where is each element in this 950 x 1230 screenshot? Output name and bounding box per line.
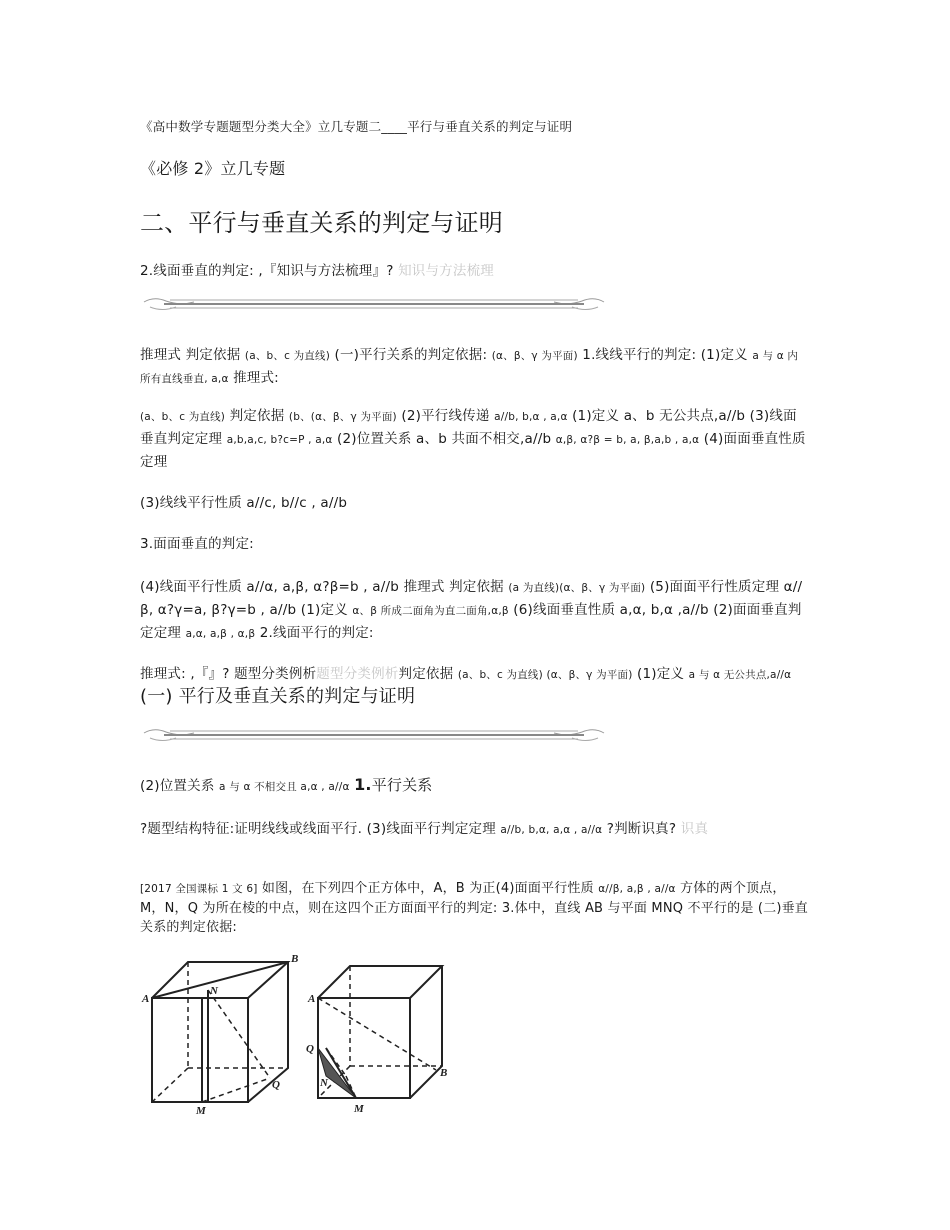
paragraph-2	[140, 405, 808, 473]
paragraph-7	[140, 774, 808, 798]
ornament-divider	[140, 294, 608, 314]
page-title: 二、平行与垂直关系的判定与证明	[140, 209, 503, 237]
fig2-label-b: B	[440, 1067, 448, 1079]
cube-figure-1	[152, 962, 288, 1102]
text: 推理式:	[233, 370, 279, 386]
text: (1)定义	[637, 666, 685, 682]
fig2-label-a: A	[308, 993, 316, 1005]
cube-figure-2	[318, 966, 442, 1098]
fig1-label-m: M	[196, 1105, 206, 1117]
text-small: (a、b、c 为直线) (α、β、γ 为平面)	[457, 669, 633, 681]
section-heading	[140, 260, 808, 282]
text: ?判断识真?	[606, 821, 677, 837]
text: (2)位置关系	[140, 778, 215, 794]
text: 推理式 判定依据	[140, 347, 241, 363]
text-small: (a、b、c 为直线)	[244, 350, 331, 362]
text-small: (α、β、γ 为平面)	[491, 350, 578, 362]
text: 如图，在下列四个正方体中，A，B 为正(4)面面平行性质	[261, 881, 594, 896]
fig1-label-b: B	[291, 953, 299, 965]
text-gray: 题型分类例析	[316, 666, 399, 682]
text-small: α、β 所成二面角为直二面角,α,β	[352, 605, 509, 617]
text: (6)线面垂直性质 a,α, b,α ,a//b (2)面面垂直判定定理	[140, 602, 802, 641]
text: (4)面面垂直性质定理	[140, 431, 806, 470]
paragraph-4: 3.面面垂直的判定:	[140, 536, 254, 552]
paragraph-6	[140, 663, 808, 709]
section-heading-text: 2.线面垂直的判定: ,『知识与方法梳理』?	[140, 263, 394, 279]
text-small: a 与 α 内所有直线垂直, a,α	[140, 350, 799, 385]
text-bold: 1.	[354, 775, 372, 794]
cube-figures	[140, 950, 480, 1120]
text: 2.线面平行的判定:	[259, 625, 374, 641]
text: (1)定义	[700, 347, 748, 363]
text-small: a,b,a,c, b?c=P , a,α	[226, 434, 333, 446]
text: ?题型结构特征:证明线线或线面平行. (3)线面平行判定定理	[140, 821, 496, 837]
fig2-label-m: M	[354, 1103, 364, 1115]
text-small: a 与 α 无公共点,a//α	[688, 669, 792, 681]
fig2-label-n: N	[320, 1077, 328, 1089]
text-small: (a 为直线)(α、β、γ 为平面)	[508, 582, 646, 594]
fig1-label-q: Q	[272, 1079, 280, 1091]
running-header: 《高中数学专题题型分类大全》立几专题二____平行与垂直关系的判定与证明	[140, 119, 573, 134]
fig2-label-q: Q	[306, 1043, 314, 1055]
text-large: (一) 平行及垂直关系的判定与证明	[140, 686, 416, 707]
text-small: a//b, b,α, a,α , a//α	[500, 824, 603, 836]
text-small: α//β, a,β , a//α	[598, 883, 676, 895]
text: (5)面面平行性质定理 α//β, α?γ=a, β?γ=b , a//b (1)定义	[140, 579, 803, 618]
text: (一)平行关系的判定依据:	[334, 347, 488, 363]
paragraph-9	[140, 879, 808, 937]
paragraph-5	[140, 576, 808, 645]
text-small: (a、b、c 为直线)	[140, 411, 226, 423]
text: 判定依据	[398, 666, 454, 682]
text-small: a//b, b,α , a,α	[494, 411, 568, 423]
text-small: a,α, a,β , α,β	[185, 628, 256, 640]
text-small: α,β, α?β = b, a, β,a,b , a,α	[555, 434, 700, 446]
paragraph-1	[140, 344, 808, 390]
fig1-label-a: A	[142, 993, 150, 1005]
text: (2)位置关系 a、b 共面不相交,a//b	[337, 431, 552, 447]
text-small: (b、(α、β、γ 为平面)	[288, 411, 397, 423]
fig1-label-n: N	[210, 985, 218, 997]
text-gray: 识真	[680, 821, 709, 837]
paragraph-8	[140, 818, 808, 841]
text: 判定依据	[229, 408, 285, 424]
text: 平行关系	[371, 776, 433, 794]
text: (2)平行线传递	[401, 408, 490, 424]
text: 方体的两个顶点，M，N，Q 为所在棱的中点，则在这四个正方面面平行的判定: 3.体中，直线 AB 与平面 MNQ 不平行的是 (二)垂直关系的判定依据:	[140, 881, 809, 935]
text: (4)线面平行性质 a//α, a,β, α?β=b , a//b 推理式 判定依据	[140, 579, 504, 595]
text-small: [2017 全国课标 1 文 6]	[140, 883, 258, 895]
text: 推理式: ,『』? 题型分类例析	[140, 666, 317, 682]
section-heading-gray: 知识与方法梳理	[398, 263, 494, 279]
text: (1)定义 a、b 无公共点,a//b (3)线面垂直判定定理	[140, 408, 797, 447]
text-small: a 与 α 不相交且 a,α , a//α	[219, 781, 350, 793]
text: 1.线线平行的判定:	[582, 347, 697, 363]
subtitle: 《必修 2》立几专题	[140, 159, 286, 178]
ornament-divider	[140, 725, 608, 745]
paragraph-3: (3)线线平行性质 a//c, b//c , a//b	[140, 495, 348, 511]
